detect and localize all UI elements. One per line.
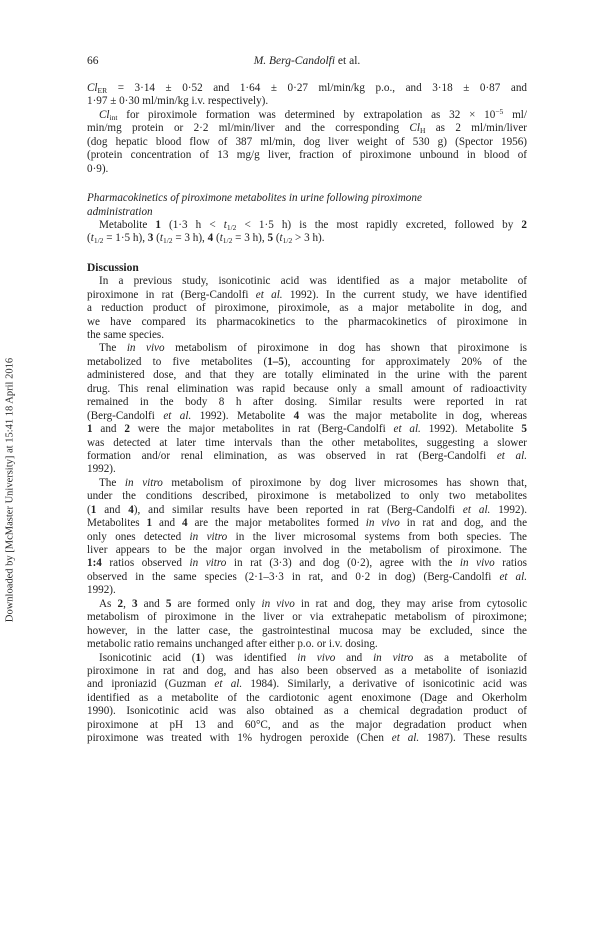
text-line: (Berg-Candolfi et al. 1992). Metabolite 4 was the major metabolite in dog, whereas (87, 409, 527, 422)
text-line: piroximone in rat and dog, and has also been observed as a metabolite of isoniazid (87, 664, 527, 677)
text-line: Metabolite 1 (1·3 $h < t_{1/2} < 1\cdot 5$ h) is the most rapidly excreted, followed by 2 (99, 218, 527, 232)
text-line: As 2, 3 and 5 are formed only in vivo in rat and dog, they may arise from cytosolic (99, 597, 528, 610)
text-line: 1 and 2 were the major metabolites in rat (Berg-Candolfi et al. 1992). Metabolite 5 (87, 423, 527, 436)
text-line: 1992). (87, 463, 116, 476)
text-line: formation and/or renal elimination, as was observed in rat (Berg-Candolfi et al. (87, 449, 527, 462)
text-line: observed in the same species (2·1–3·3 in rat, and 0·2 in dog) (Berg-Candolfi et al. (87, 570, 528, 583)
text-line: 1990). Isonicotinic acid was also obtained as a chemical degradation product of (87, 705, 527, 718)
text-line: 1:4 ratios observed in vitro in rat (3·3) and dog (0·2), agree with the in vivo ratios (87, 557, 527, 570)
text-line: a reduction product of piroximone, piroximole, as a major metabolite in dog, and (87, 302, 527, 315)
text-line: only ones detected in vitro in the liver microsomal systems from both species. The (87, 530, 527, 543)
section-heading: Discussion (87, 261, 139, 274)
text-line: remained in the body 8 h after dosing. Similar results were reported in rat (87, 396, 527, 409)
text-line: drug. This renal elimination was rapid because only a small amount of radioactivity (87, 382, 527, 395)
text-line: Isonicotinic acid (1) was identified in vivo and in vitro as a metabolite of (99, 651, 528, 664)
text-line: and iproniazid (Guzman et al. 1984). Similarly, a derivative of isonicotinic acid was (87, 678, 527, 691)
text-line: we have compared its pharmacokinetics to the pharmacokinetics of piroximone in (87, 315, 527, 328)
running-header (87, 55, 527, 71)
text-line: identified as a metabolite of the cardiotonic agent enoximone (Dage and Okerholm (87, 691, 527, 704)
text-line: metabolized to five metabolites (1–5), accounting for approximately 20% of the (87, 355, 527, 368)
text-line: under the conditions described, piroximone is metabolized to only two metabolites (87, 490, 527, 503)
text-line: min/mg protein or 2·2 ml/min/liver and the corresponding $Cl_H$ as 2 ml/min/liver (87, 122, 528, 136)
text-line: however, in the latter case, the gastrointestinal mucosa may be excluded, since the (87, 624, 527, 637)
text-line: piroximone at pH 13 and 60°C, and as the major degradation product when (87, 718, 527, 731)
download-watermark (0, 325, 20, 655)
text-line: piroximone was treated with 1% hydrogen peroxide (Chen et al. 1987). These results (87, 732, 527, 745)
text-line: metabolism of piroximone in the liver or via extrahepatic metabolism of piroximone; (87, 611, 527, 624)
text-line: 1·97 ± 0·30 ml/min/kg i.v. respectively). (87, 95, 269, 108)
text-line: ($t_{1/2} = 1\cdot 5$ h), 3 ($t_{1/2} = 3$ h), 4 ($t_{1/2} = 3$ h), 5 ($t_{1/2} > 3$ h). (87, 232, 325, 246)
text-line: 0·9). (87, 162, 109, 175)
running-title: M. Berg-Candolfi et al. (253, 55, 361, 67)
text-line: liver appears to be the major organ involved in the metabolism of piroximone. The (87, 544, 527, 556)
text-line: administered dose, and that they are totally eliminated in the urine with the parent (87, 369, 527, 382)
text-line: metabolic ratio remains unchanged after either p.o. or i.v. dosing. (87, 638, 378, 651)
page-number: 66 (87, 55, 99, 67)
text-line: The in vitro metabolism of piroximone by dog liver microsomes has shown that, (99, 476, 528, 489)
text-line: was detected at later time intervals than the other metabolites, suggesting a slower (87, 436, 527, 449)
text-line: 1992). (87, 584, 116, 597)
subsection-heading: Pharmacokinetics of piroximone metabolites in urine following piroximone (87, 192, 422, 205)
article-body (87, 82, 527, 746)
text-line: (1 and 4), and similar results have been reported in rat (Berg-Candolfi et al. 1992). (87, 503, 528, 516)
text-line: $Cl_{int}$ for piroximole formation was determined by extrapolation as $32 \times 10^{-5}$ ml/ (99, 106, 527, 122)
text-line: (dog hepatic blood flow of 387 ml/min, dog liver weight of 530 g) (Spector 1956) (87, 135, 527, 148)
text-line: (protein concentration of 13 mg/g liver, fraction of piroximone unbound in blood of (87, 149, 527, 162)
text-line: Metabolites 1 and 4 are the major metabolites formed in vivo in rat and dog, and the (87, 517, 528, 530)
download-notice: Downloaded by [McMaster University] at 15:41 18 April 2016 (4, 357, 16, 623)
text-line: the same species. (87, 329, 165, 341)
subsection-heading: administration (87, 205, 153, 218)
text-line: piroximone in rat (Berg-Candolfi et al. 1992). In the current study, we have identified (87, 288, 527, 301)
text-line: $Cl_{ER} = 3\cdot 14 \pm 0\cdot 52$ and 1·64 ± 0·27 ml/min/kg p.o., and 3·18 ± 0·87 and (87, 82, 527, 95)
text-line: The in vivo metabolism of piroximone in dog has shown that piroximone is (99, 342, 528, 355)
text-line: In a previous study, isonicotinic acid was identified as a major metabolite of (99, 275, 527, 288)
